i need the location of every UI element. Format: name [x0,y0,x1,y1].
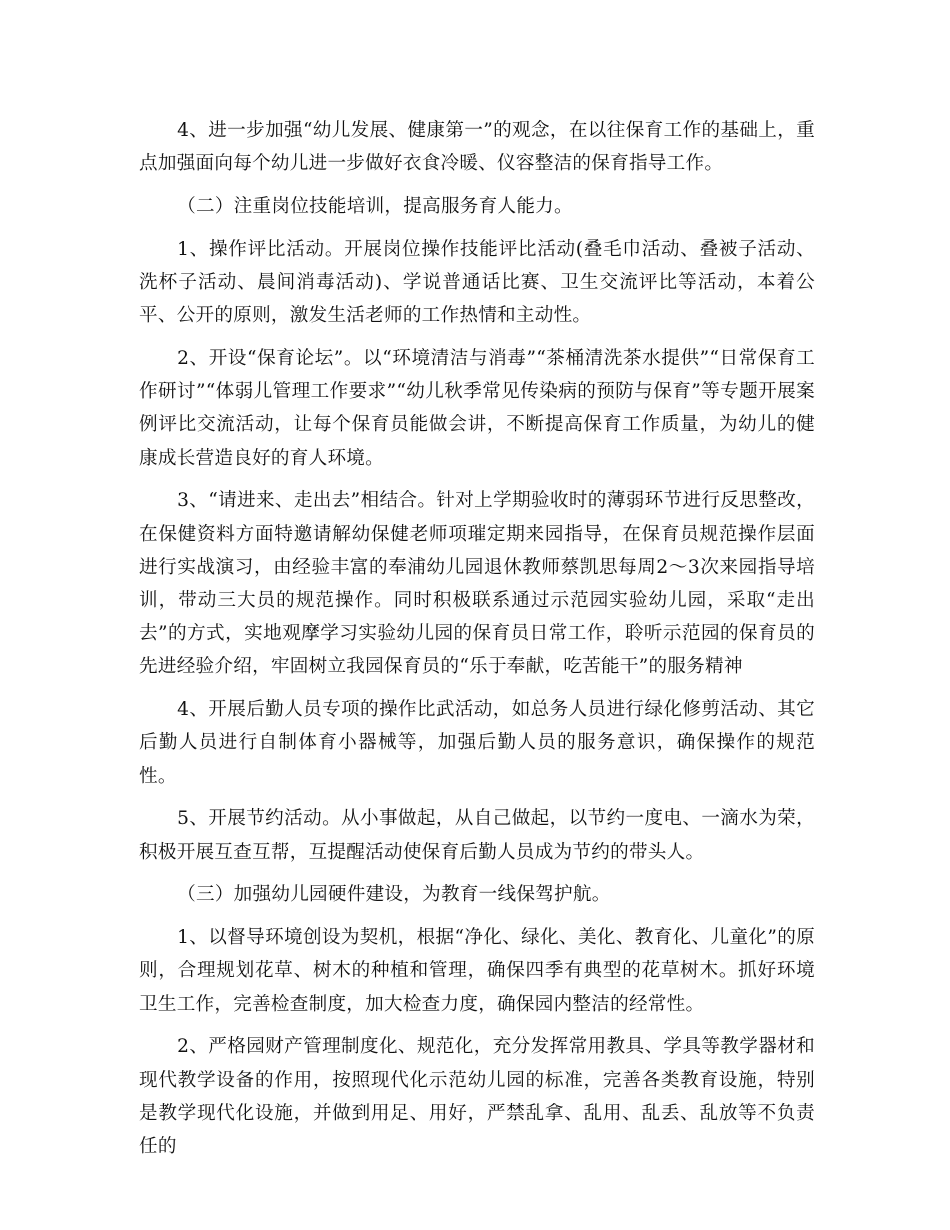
paragraph-item-2-property-management: 2、严格园财产管理制度化、规范化，充分发挥常用教具、学具等教学器材和现代教学设备的作用，按照现代化示范幼儿园的标准，完善各类教育设施，特别是教学现代化设施，并做到用足、用好，严禁乱拿、乱用、乱丢、乱放等不负责任的 [139,1036,815,1158]
paragraph-item-5-saving-activity: 5、开展节约活动。从小事做起，从自己做起，以节约一度电、一滴水为荣，积极开展互查互帮，互提醒活动使保育后勤人员成为节约的带头人。 [139,808,815,863]
paragraph-item-3-invite-and-visit: 3、“请进来、走出去”相结合。针对上学期验收时的薄弱环节进行反思整改，在保健资料方面特邀请解幼保健老师项璀定期来园指导，在保育员规范操作层面进行实战演习，由经验丰富的奉浦幼儿园退休教师蔡凯思每周2～3次来园指导培训，带动三大员的规范操作。同时积极联系通过示范园实验幼儿园，采取“走出去”的方式，实地观摩学习实验幼儿园的保育员日常工作，聆听示范园的保育员的先进经验介绍，牢固树立我园保育员的“乐于奉献，吃苦能干”的服务精神 [139,490,815,678]
document-body [139,114,815,1173]
paragraph-item-1-operation-contest: 1、操作评比活动。开展岗位操作技能评比活动(叠毛巾活动、叠被子活动、洗杯子活动、晨间消毒活动)、学说普通话比赛、卫生交流评比等活动，本着公平、公开的原则，激发生活老师的工作热情和主动性。 [139,238,815,327]
paragraph-item-4-strengthen-concept: 4、进一步加强“幼儿发展、健康第一”的观念，在以往保育工作的基础上，重点加强面向每个幼儿进一步做好衣食冷暖、仪容整洁的保育指导工作。 [139,120,815,175]
section-heading-3: （三）加强幼儿园硬件建设，为教育一线保驾护航。 [177,884,611,906]
paragraph-item-4-logistics-contest: 4、开展后勤人员专项的操作比武活动，如总务人员进行绿化修剪活动、其它后勤人员进行自制体育小器械等，加强后勤人员的服务意识，确保操作的规范性。 [139,699,815,787]
paragraph-item-1-environment: 1、以督导环境创设为契机，根据“净化、绿化、美化、教育化、儿童化”的原则，合理规划花草、树木的种植和管理，确保四季有典型的花草树木。抓好环境卫生工作，完善检查制度，加大检查力度，确保园内整洁的经常性。 [139,927,815,1015]
paragraph-item-2-care-forum: 2、开设“保育论坛”。以“环境清洁与消毒”“茶桶清洗茶水提供”“日常保育工作研讨”“体弱儿管理工作要求”“幼儿秋季常见传染病的预防与保育”等专题开展案例评比交流活动，让每个保育员能做会讲，不断提高保育工作质量，为幼儿的健康成长营造良好的育人环境。 [139,348,815,469]
section-heading-2: （二）注重岗位技能培训，提高服务育人能力。 [177,196,573,217]
